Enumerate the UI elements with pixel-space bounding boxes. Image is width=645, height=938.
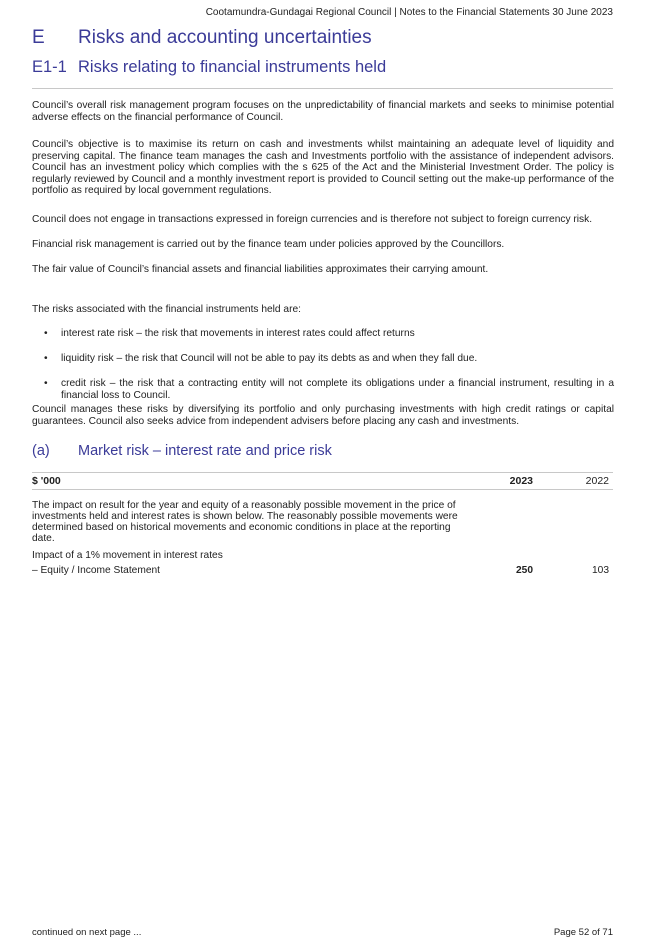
column-2023-header: 2023 [509,475,533,487]
paragraph-risk-management: Council manages these risks by diversifying its portfolio and only purchasing investments with high credit ratings or capital guarantees. Council also seeks advice from independent advisers before placing any cash and investments. [32,404,614,427]
section-number: E [32,27,45,48]
bullet-text: liquidity risk – the risk that Council will not be able to pay its debts as and when they fall due. [61,353,478,364]
paragraph-fair-value: The fair value of Council’s financial assets and financial liabilities approximates their carrying amount. [32,264,489,275]
table-header-rule [32,489,613,490]
page-number: Page 52 of 71 [553,927,613,938]
bullet-text: interest rate risk – the risk that movements in interest rates could affect returns [61,328,415,339]
market-risk-title: Market risk – interest rate and price risk [78,443,332,459]
bullet-dot: • [44,378,48,389]
subsection-heading [32,58,386,77]
market-risk-heading [32,443,332,459]
running-header: Cootamundra-Gundagai Regional Council | Notes to the Financial Statements 30 June 2023 [205,7,613,18]
bullet-dot: • [44,353,48,364]
continued-note: continued on next page ... [32,927,142,938]
table-description: The impact on result for the year and equity of a reasonably possible movement in the price of investments held and interest rates is shown below. The reasonably possible movements were determined based on historical movements and economic conditions in place at the reporting date. [32,500,458,544]
heading-divider [32,88,613,89]
paragraph-financial-risk-mgmt: Financial risk management is carried out by the finance team under policies approved by the Councillors. [32,239,505,250]
bullet-text: credit risk – the risk that a contracting entity will not complete its obligations under a financial instrument, resulting in a financial loss to Council. [61,378,614,401]
section-title: Risks and accounting uncertainties [78,27,372,48]
column-2022-header: 2022 [585,475,609,487]
table-header [32,475,613,488]
subsection-number: E1-1 [32,58,67,76]
list-item [32,378,614,401]
section-heading [32,27,372,49]
table-top-rule [32,472,613,473]
row-value-2023: 250 [516,565,533,576]
unit-label: $ '000 [32,475,61,487]
list-item [32,353,614,365]
market-risk-number: (a) [32,443,50,459]
paragraph-foreign-currency: Council does not engage in transactions expressed in foreign currencies and is therefore not subject to foreign currency risk. [32,214,593,225]
row-label: – Equity / Income Statement [32,565,160,576]
paragraph-risks-intro: The risks associated with the financial instruments held are: [32,304,301,315]
list-item [32,328,614,340]
table-row [32,565,613,577]
paragraph-risk-program: Council’s overall risk management program focuses on the unpredictability of financial markets and seeks to minimise potential adverse effects on the financial performance of Council. [32,100,614,123]
bullet-dot: • [44,328,48,339]
subsection-title: Risks relating to financial instruments held [78,58,387,76]
row-value-2022: 103 [592,565,609,576]
impact-label: Impact of a 1% movement in interest rates [32,550,223,561]
paragraph-objective: Council’s objective is to maximise its return on cash and investments whilst maintaining an adequate level of liquidity and preserving capital. The finance team manages the cash and Investments portfolio with the assistance of independent advisors. Council has an investment policy which complies with the s 625 of the Act and the Ministerial Investment Order. The policy is regularly reviewed by Council and a monthly investment report is provided to Council setting out the make-up performance of the portfolio as required by local government regulations. [32,139,614,196]
